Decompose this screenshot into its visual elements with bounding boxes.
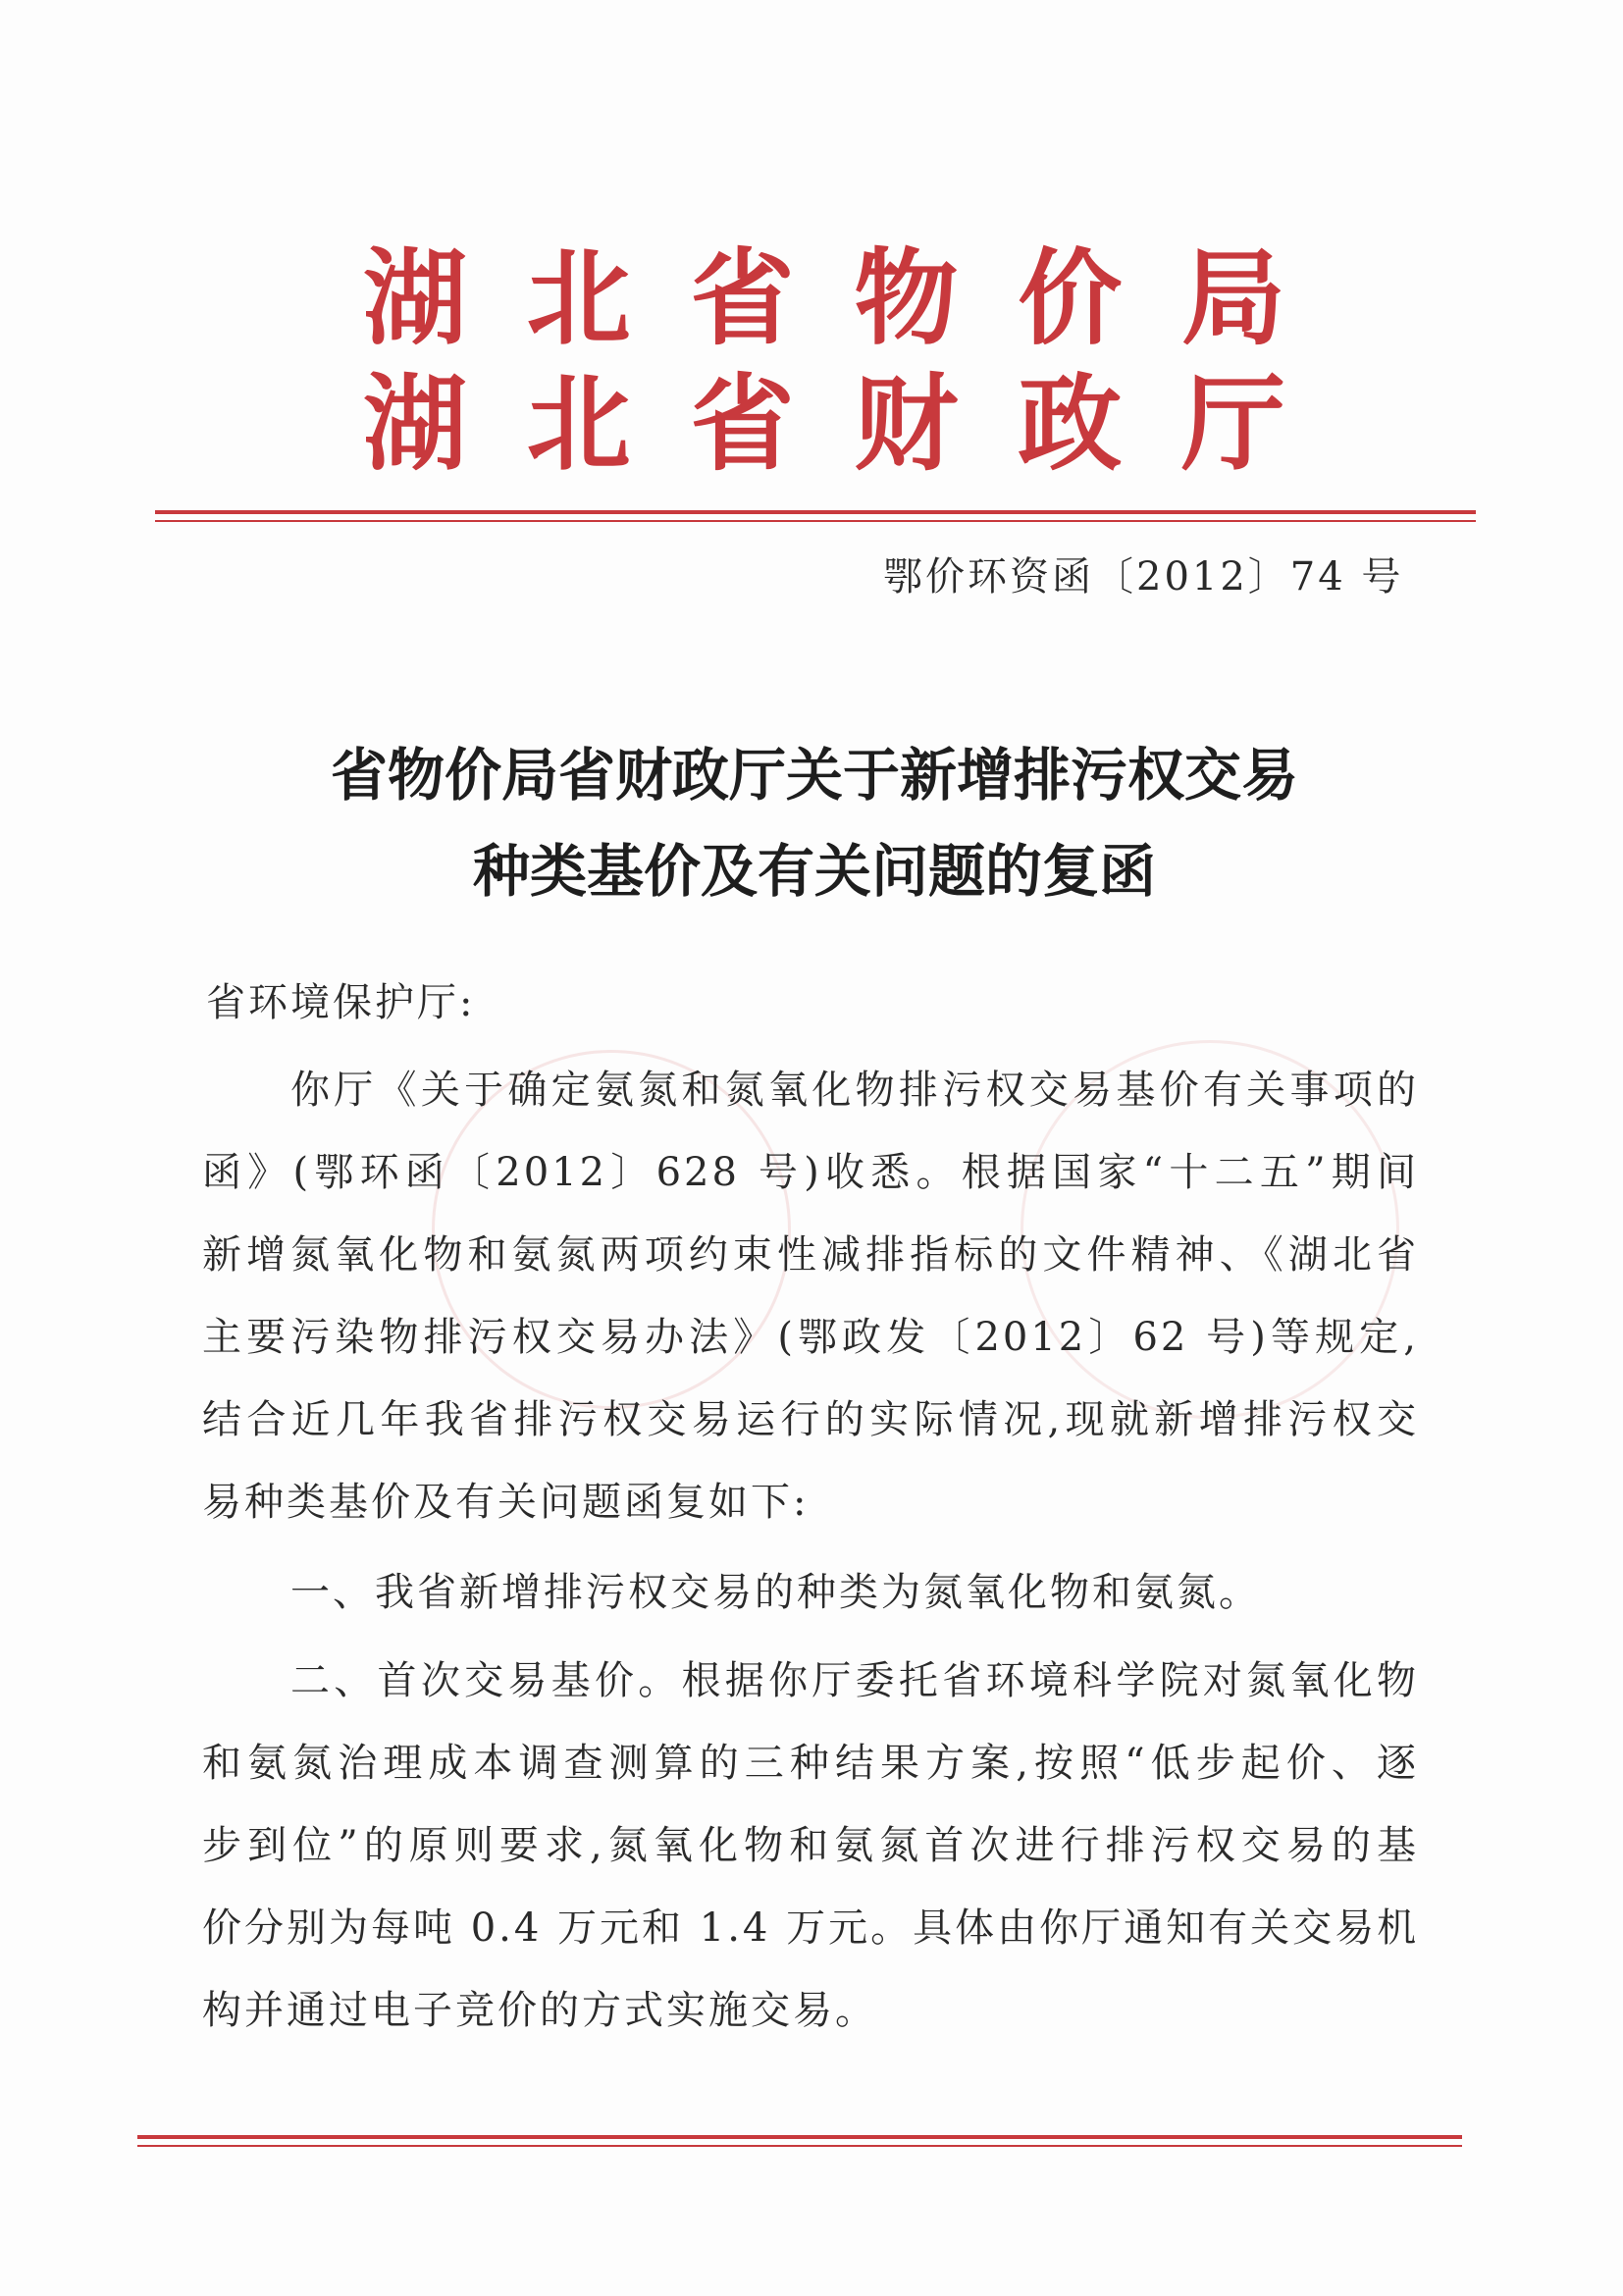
salutation: 省环境保护厅: [206,980,476,1025]
body-paragraph-line: 构并通过电子竞价的方式实施交易。 [202,1988,877,2033]
body-paragraph-line: 易种类基价及有关问题函复如下: [202,1480,810,1525]
agency-char: 政 [1018,362,1123,485]
body-paragraph-line: 二、首次交易基价。根据你厅委托省环境科学院对氮氧化物 [290,1658,1419,1703]
agency-char: 湖 [363,236,467,359]
agency-char: 北 [526,236,631,359]
agency-char: 省 [690,362,795,485]
agency-char: 局 [1180,236,1285,359]
body-paragraph-line: 价分别为每吨 0.4 万元和 1.4 万元。具体由你厅通知有关交易机 [202,1905,1420,1951]
agency-char: 北 [526,362,631,485]
agency-name-finance-dept [363,362,1285,485]
agency-char: 物 [854,236,959,359]
body-paragraph-line: 和氨氮治理成本调查测算的三种结果方案,按照“低步起价、逐 [202,1741,1419,1786]
body-paragraph-line: 你厅《关于确定氨氮和氮氧化物排污权交易基价有关事项的 [290,1068,1419,1113]
document-number: 鄂价环资函〔2012〕74 号 [883,554,1404,600]
agency-name-price-bureau [363,236,1285,359]
header-divider-thin [155,520,1476,522]
document-title-line-1: 省物价局省财政厅关于新增排污权交易 [330,742,1298,809]
body-paragraph-line: 步到位”的原则要求,氮氧化物和氨氮首次进行排污权交易的基 [202,1823,1419,1868]
body-paragraph-line: 新增氮氧化物和氨氮两项约束性减排指标的文件精神、《湖北省 [202,1232,1419,1278]
agency-char: 厅 [1180,362,1285,485]
header-divider-thick [155,510,1476,514]
agency-char: 湖 [363,362,467,485]
body-paragraph-line: 函》(鄂环函〔2012〕628 号)收悉。根据国家“十二五”期间 [202,1150,1419,1195]
body-paragraph-line: 主要污染物排污权交易办法》(鄂政发〔2012〕62 号)等规定, [202,1315,1419,1360]
body-paragraph-line: 一、我省新增排污权交易的种类为氮氧化物和氨氮。 [290,1570,1261,1615]
body-paragraph-line: 结合近几年我省排污权交易运行的实际情况,现就新增排污权交 [202,1397,1419,1442]
document-title-line-2: 种类基价及有关问题的复函 [472,838,1156,905]
agency-char: 省 [690,236,795,359]
agency-char: 价 [1018,236,1123,359]
agency-char: 财 [854,362,959,485]
footer-divider-thick [137,2135,1462,2139]
footer-divider-thin [137,2145,1462,2147]
